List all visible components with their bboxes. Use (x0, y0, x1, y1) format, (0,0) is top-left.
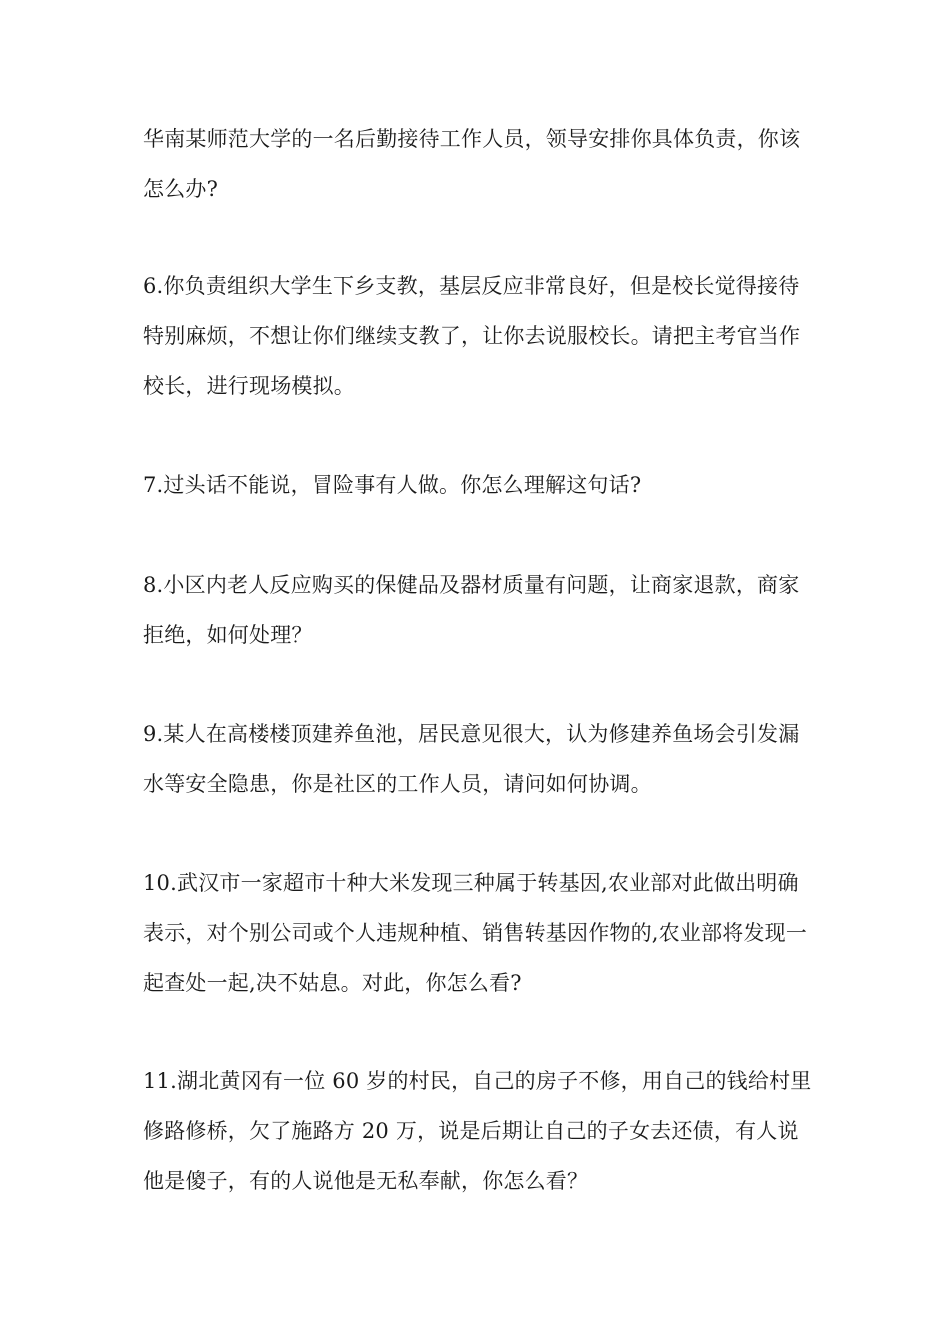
text-line: 拒绝，如何处理？ (143, 623, 313, 647)
text-line: 8.小区内老人反应购买的保健品及器材质量有问题，让商家退款，商家 (143, 573, 800, 597)
text-line: 校长，进行现场模拟。 (143, 374, 355, 398)
text-line: 修路修桥，欠了施路方 20 万，说是后期让自己的子女去还债，有人说 (143, 1119, 799, 1143)
text-line: 他是傻子，有的人说他是无私奉献，你怎么看？ (143, 1169, 589, 1193)
text-line: 表示，对个别公司或个人违规种植、销售转基因作物的,农业部将发现一 (143, 921, 808, 945)
text-line: 特别麻烦，不想让你们继续支教了，让你去说服校长。请把主考官当作 (143, 324, 801, 348)
text-line: 华南某师范大学的一名后勤接待工作人员，领导安排你具体负责，你该 (143, 127, 801, 151)
text-line: 7.过头话不能说，冒险事有人做。你怎么理解这句话? (143, 473, 642, 497)
text-line: 11.湖北黄冈有一位 60 岁的村民，自己的房子不修，用自己的钱给村里 (143, 1069, 812, 1093)
text-line: 水等安全隐患，你是社区的工作人员，请问如何协调。 (143, 772, 652, 796)
text-line: 6.你负责组织大学生下乡支教，基层反应非常良好，但是校长觉得接待 (143, 274, 800, 298)
text-line: 10.武汉市一家超市十种大米发现三种属于转基因,农业部对此做出明确 (143, 871, 799, 895)
text-line: 怎么办? (143, 177, 219, 201)
text-line: 9.某人在高楼楼顶建养鱼池，居民意见很大，认为修建养鱼场会引发漏 (143, 722, 800, 746)
text-line: 起查处一起,决不姑息。对此，你怎么看? (143, 971, 522, 995)
